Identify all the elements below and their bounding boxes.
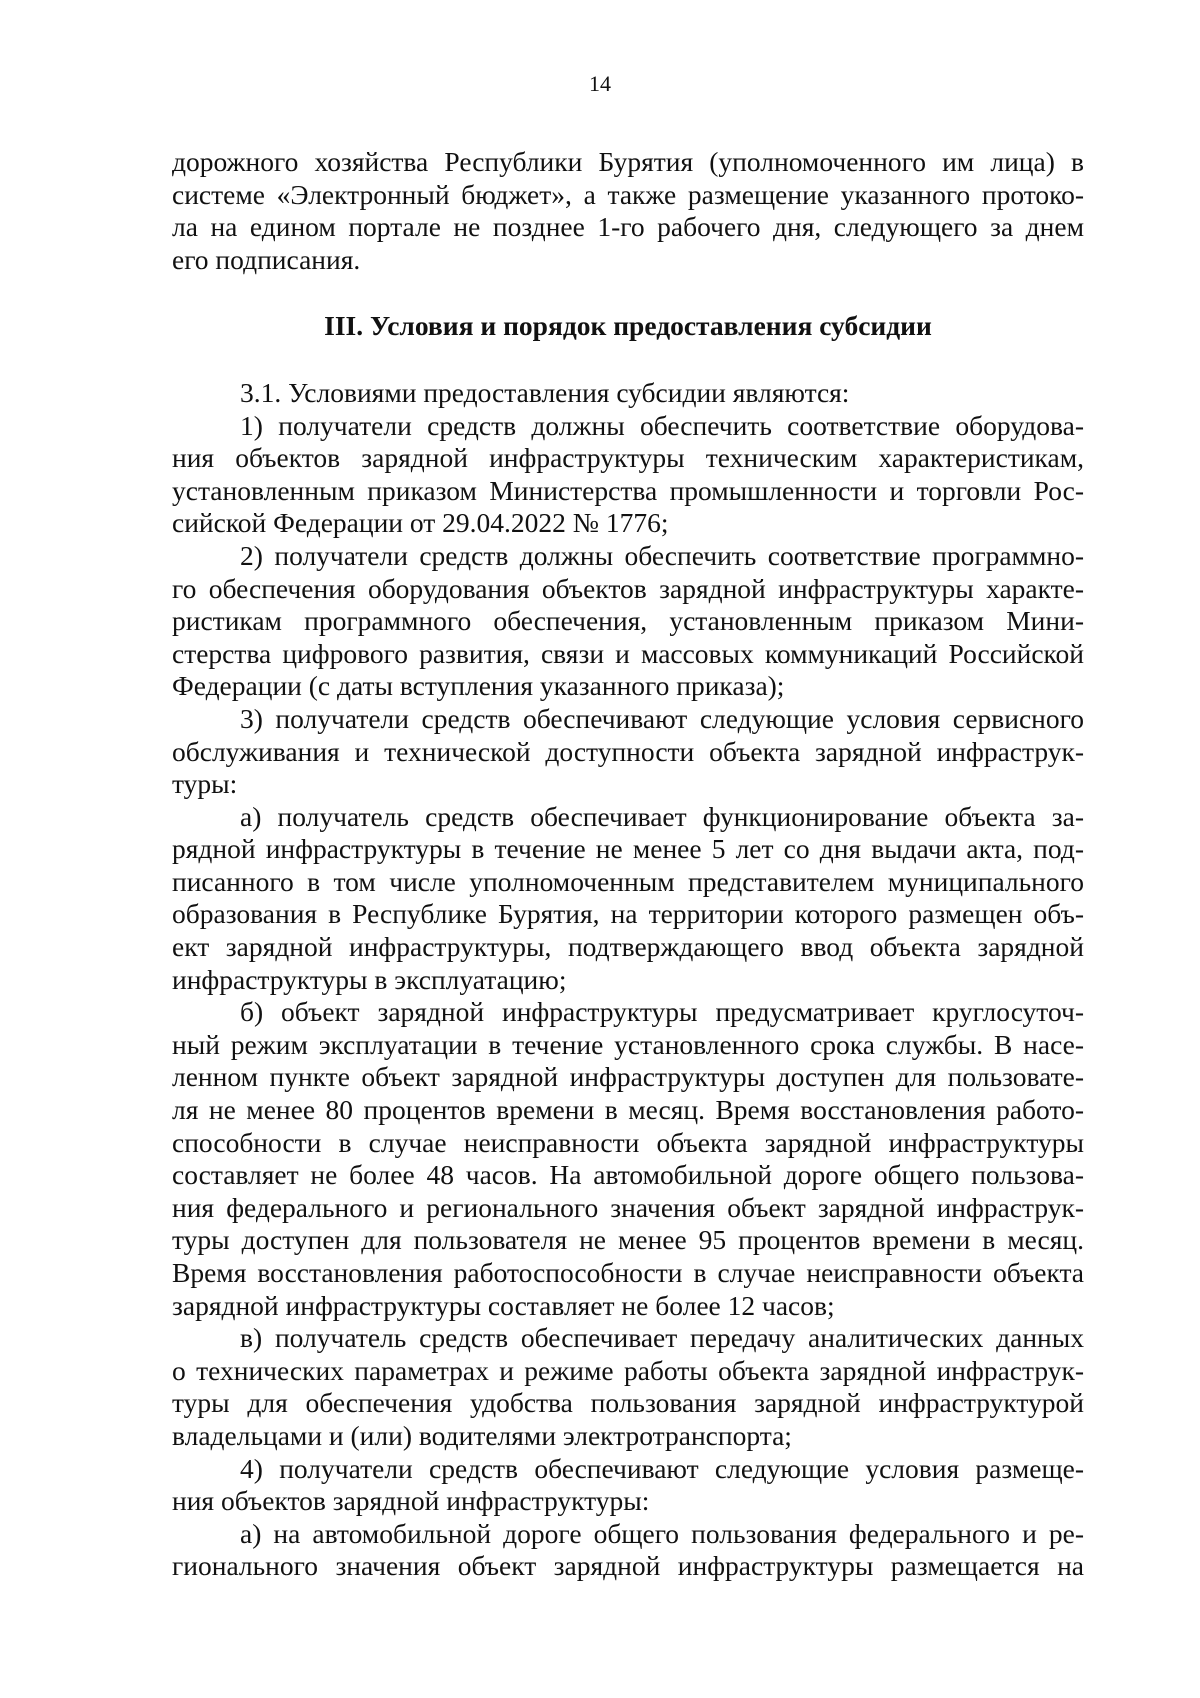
intro-line: его подписания. bbox=[172, 243, 361, 275]
document-body bbox=[172, 146, 1084, 1583]
paragraph-line: ния объектов зарядной инфраструктуры техническим характеристикам, bbox=[172, 442, 1084, 474]
intro-line: системе «Электронный бюджет», а также размещение указанного протоко- bbox=[172, 178, 1084, 210]
paragraph-line: туры: bbox=[172, 768, 238, 800]
paragraph-line: а) получатель средств обеспечивает функционирование объекта за- bbox=[240, 800, 1084, 832]
paragraph-line: туры для обеспечения удобства пользования зарядной инфраструктурой bbox=[172, 1387, 1084, 1419]
paragraph-line: способности в случае неисправности объекта зарядной инфраструктуры bbox=[172, 1126, 1084, 1158]
paragraph bbox=[172, 703, 1084, 801]
paragraph-line: образования в Республике Бурятия, на территории которого размещен объ- bbox=[172, 898, 1084, 930]
paragraph-line: ля не менее 80 процентов времени в месяц. Время восстановления работо- bbox=[172, 1094, 1084, 1126]
paragraph bbox=[172, 540, 1084, 703]
paragraph-line: б) объект зарядной инфраструктуры предусматривает круглосуточ- bbox=[240, 996, 1084, 1028]
paragraph-line: ния объектов зарядной инфраструктуры: bbox=[172, 1485, 650, 1517]
paragraph bbox=[172, 410, 1084, 540]
paragraph bbox=[172, 1453, 1084, 1518]
paragraph-line: 1) получатели средств должны обеспечить соответствие оборудова- bbox=[240, 409, 1084, 441]
intro-line: ла на едином портале не позднее 1-го рабочего дня, следующего за днем bbox=[172, 211, 1084, 243]
paragraph-line: ленном пункте объект зарядной инфраструктуры доступен для пользовате- bbox=[172, 1061, 1084, 1093]
intro-paragraph bbox=[172, 146, 1084, 276]
paragraph-line: в) получатель средств обеспечивает передачу аналитических данных bbox=[240, 1322, 1084, 1354]
intro-line: дорожного хозяйства Республики Бурятия (уполномоченного им лица) в bbox=[172, 146, 1084, 177]
page-number: 14 bbox=[589, 71, 611, 96]
paragraph-line: инфраструктуры в эксплуатацию; bbox=[172, 963, 567, 995]
paragraph-line: писанного в том числе уполномоченным представителем муниципального bbox=[172, 865, 1084, 897]
paragraph-line: владельцами и (или) водителями электротранспорта; bbox=[172, 1419, 792, 1451]
paragraph bbox=[172, 996, 1084, 1322]
paragraph-line: 4) получатели средств обеспечивают следующие условия размеще- bbox=[240, 1452, 1084, 1484]
paragraph bbox=[172, 1518, 1084, 1583]
paragraph-line: Время восстановления работоспособности в случае неисправности объекта bbox=[172, 1257, 1084, 1288]
paragraph-line: составляет не более 48 часов. На автомобильной дороге общего пользова- bbox=[172, 1159, 1084, 1191]
paragraph-line: сийской Федерации от 29.04.2022 № 1776; bbox=[172, 507, 669, 539]
paragraph-list bbox=[172, 377, 1084, 1583]
paragraph-line: туры доступен для пользователя не менее 95 процентов времени в месяц. bbox=[172, 1224, 1084, 1256]
section-heading: III. Условия и порядок предоставления субсидии bbox=[324, 310, 932, 342]
paragraph-line: го обеспечения оборудования объектов зарядной инфраструктуры характе- bbox=[172, 572, 1084, 604]
paragraph-line: ния федерального и регионального значения объект зарядной инфраструк- bbox=[172, 1191, 1084, 1223]
paragraph-line: о технических параметрах и режиме работы объекта зарядной инфраструк- bbox=[172, 1354, 1084, 1386]
paragraph bbox=[172, 801, 1084, 997]
paragraph-line: рядной инфраструктуры в течение не менее 5 лет со дня выдачи акта, под- bbox=[172, 833, 1084, 865]
paragraph-line: а) на автомобильной дороге общего пользования федерального и ре- bbox=[240, 1517, 1084, 1549]
paragraph-line: 3) получатели средств обеспечивают следующие условия сервисного bbox=[240, 702, 1084, 734]
paragraph-line: 3.1. Условиями предоставления субсидии являются: bbox=[240, 376, 850, 408]
paragraph-line: установленным приказом Министерства промышленности и торговли Рос- bbox=[172, 474, 1084, 506]
paragraph-line: 2) получатели средств должны обеспечить соответствие программно- bbox=[240, 539, 1084, 571]
paragraph-line: ный режим эксплуатации в течение установленного срока службы. В насе- bbox=[172, 1028, 1084, 1060]
paragraph-line: стерства цифрового развития, связи и массовых коммуникаций Российской bbox=[172, 637, 1084, 669]
paragraph-line: ект зарядной инфраструктуры, подтверждающего ввод объекта зарядной bbox=[172, 931, 1084, 963]
paragraph bbox=[172, 1322, 1084, 1452]
paragraph-line: ристикам программного обеспечения, установленным приказом Мини- bbox=[172, 605, 1084, 637]
paragraph bbox=[172, 377, 1084, 410]
paragraph-line: обслуживания и технической доступности объекта зарядной инфраструк- bbox=[172, 735, 1084, 767]
paragraph-line: гионального значения объект зарядной инфраструктуры размещается на bbox=[172, 1550, 1084, 1582]
paragraph-line: зарядной инфраструктуры составляет не более 12 часов; bbox=[172, 1289, 835, 1321]
paragraph-line: Федерации (с даты вступления указанного приказа); bbox=[172, 670, 785, 702]
